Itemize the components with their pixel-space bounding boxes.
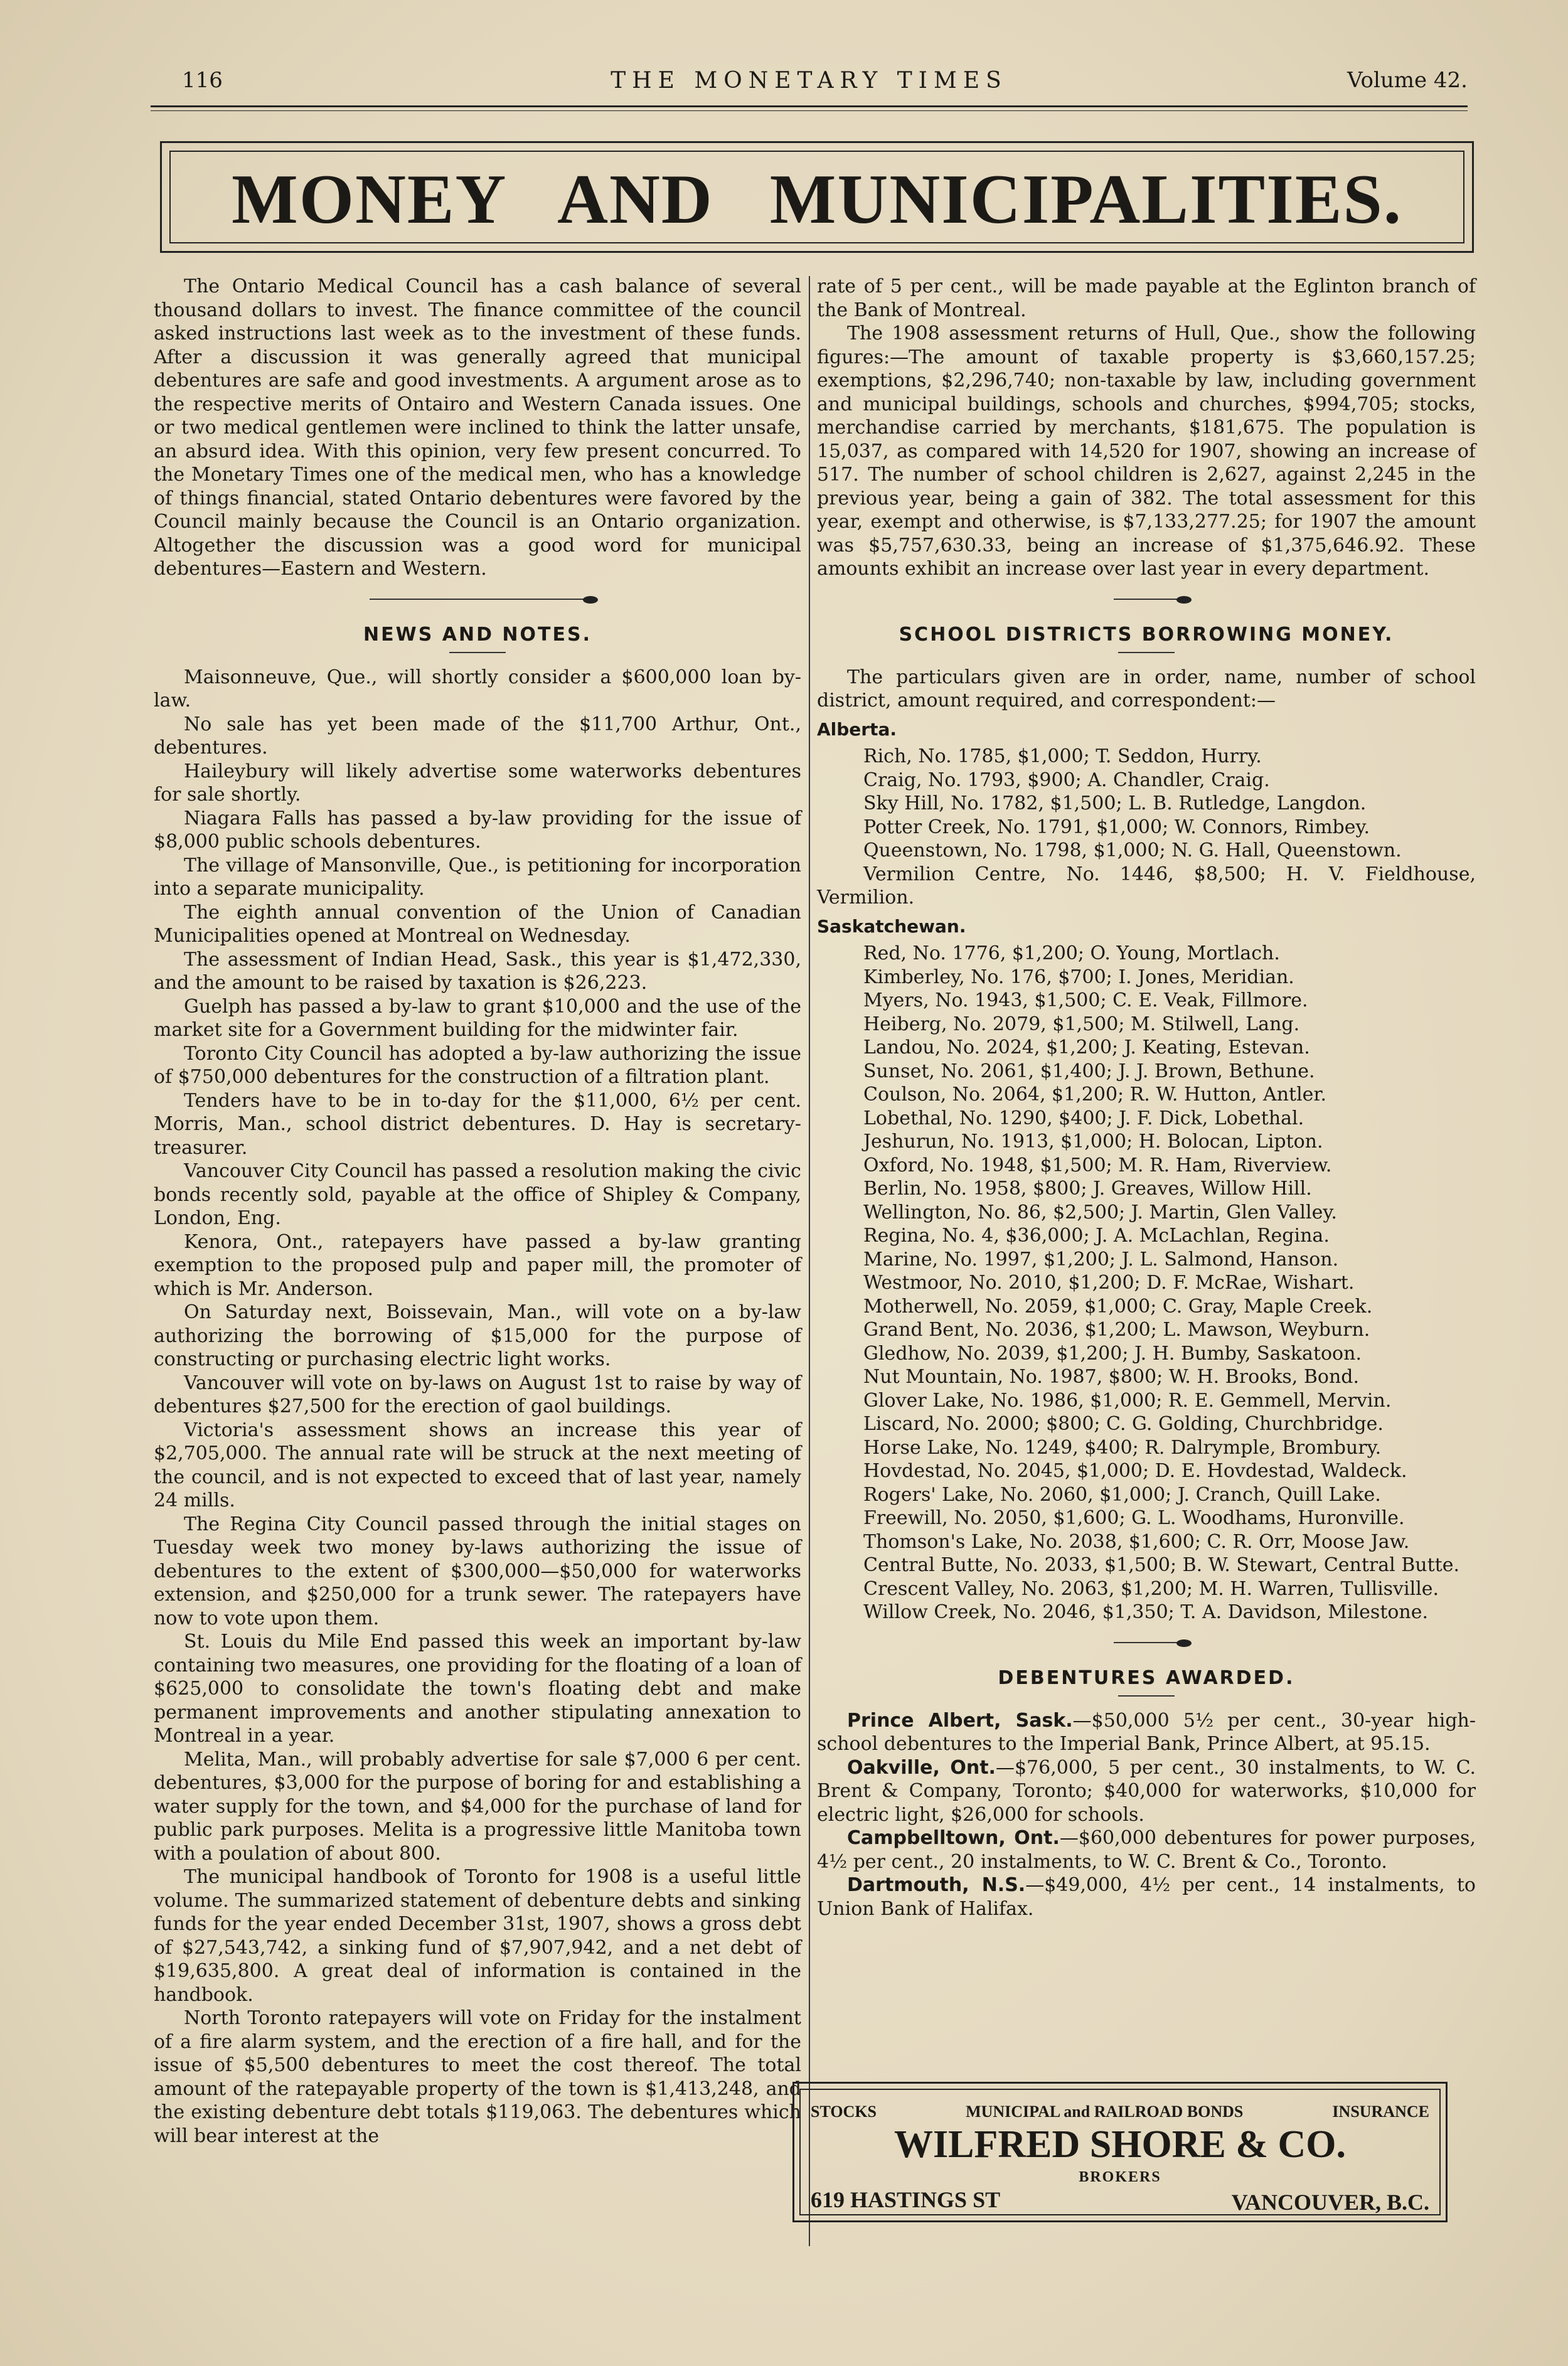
district-entry: Nut Mountain, No. 1987, $800; W. H. Brooks, Bond. (863, 1366, 1360, 1388)
running-header (151, 68, 1468, 105)
paper-name: THE MONETARY TIMES (611, 68, 1008, 93)
ornament-divider (154, 587, 801, 611)
district-entry: Rogers' Lake, No. 2060, $1,000; J. Cranch, Quill Lake. (863, 1483, 1381, 1506)
news-item: The eighth annual convention of the Union of Canadian Municipalities opened at Montreal on Wednesday. (154, 901, 801, 947)
news-item: Niagara Falls has passed a by-law providing for the issue of $8,000 public schools debentures. (154, 807, 801, 853)
district-entry: Queenstown, No. 1798, $1,000; N. G. Hall, Queenstown. (863, 839, 1402, 861)
district-entry: Marine, No. 1997, $1,200; J. L. Salmond, Hanson. (863, 1248, 1339, 1271)
district-entry: Glover Lake, No. 1986, $1,000; R. E. Gemmell, Mervin. (863, 1389, 1392, 1412)
news-item: Maisonneuve, Que., will shortly consider a $600,000 loan by-law. (154, 666, 801, 711)
school-intro: The particulars given are in order, name, number of school district, amount required, and correspondent:— (817, 666, 1476, 711)
news-item: Haileybury will likely advertise some waterworks debentures for sale shortly. (154, 760, 801, 806)
district-entry: Hovdestad, No. 2045, $1,000; D. E. Hovdestad, Waldeck. (863, 1460, 1407, 1482)
news-item: Vancouver City Council has passed a resolution making the civic bonds recently sold, payable at the office of Shipley & Company, London, Eng. (154, 1160, 801, 1229)
award-text: —$49,000, 4½ per cent., 14 instalments, to Union Bank of Halifax. (817, 1874, 1476, 1920)
news-item: No sale has yet been made of the $11,700 Arthur, Ont., debentures. (154, 713, 801, 759)
district-entry: Freewill, No. 2050, $1,600; G. L. Woodhams, Huronville. (863, 1507, 1405, 1529)
award-place: Oakville, Ont. (847, 1756, 996, 1779)
award-place: Campbelltown, Ont. (847, 1827, 1060, 1849)
province-label-alberta: Alberta. (817, 718, 897, 740)
debentures-heading: DEBENTURES AWARDED. (998, 1667, 1295, 1689)
district-entry: Sky Hill, No. 1782, $1,500; L. B. Rutledge, Langdon. (863, 792, 1367, 814)
news-item: The assessment of Indian Head, Sask., this year is $1,472,330, and the amount to be raised by taxation is $26,223. (154, 948, 801, 994)
district-entry: Grand Bent, No. 2036, $1,200; L. Mawson, Weyburn. (863, 1319, 1370, 1341)
award-text: —$50,000 5½ per cent., 30-year high-school debentures to the Imperial Bank, Prince Albert, at 95.15. (817, 1709, 1476, 1755)
news-heading: NEWS AND NOTES. (363, 624, 592, 646)
district-entry: Rich, No. 1785, $1,000; T. Seddon, Hurry. (863, 745, 1262, 767)
district-entry: Kimberley, No. 176, $700; I. Jones, Meridian. (863, 966, 1294, 988)
left-column (154, 275, 801, 2148)
ad-firm-name: WILFRED SHORE & CO. (894, 2123, 1346, 2166)
page-number: 116 (182, 68, 223, 93)
district-entry: Sunset, No. 2061, $1,400; J. J. Brown, Bethune. (863, 1060, 1315, 1082)
ad-bonds: MUNICIPAL and RAILROAD BONDS (966, 2102, 1244, 2121)
district-entry: Gledhow, No. 2039, $1,200; J. H. Bumby, Saskatoon. (863, 1342, 1362, 1365)
ad-stocks: STOCKS (811, 2102, 877, 2121)
district-entry: Coulson, No. 2064, $1,200; R. W. Hutton, Antler. (863, 1084, 1327, 1106)
news-item: Melita, Man., will probably advertise for sale $7,000 6 per cent. debentures, $3,000 for the purpose of boring for and establishing a water supply for the town, and $4,000 for the purchase of land for public park purposes. Melita is a progressive little Manitoba town with a poulation of about 800. (154, 1748, 801, 1865)
district-entry: Jeshurun, No. 1913, $1,000; H. Bolocan, Lipton. (863, 1131, 1323, 1153)
award-place: Dartmouth, N.S. (847, 1874, 1026, 1896)
district-entry: Horse Lake, No. 1249, $400; R. Dalrymple, Brombury. (863, 1436, 1382, 1459)
award-item (817, 1709, 1476, 1756)
heading-rule (1118, 652, 1175, 653)
section-banner: MONEY AND MUNICIPALITIES. (232, 161, 1402, 238)
district-entry: Liscard, No. 2000; $800; C. G. Golding, Churchbridge. (863, 1413, 1384, 1435)
heading-rule (1118, 1695, 1175, 1697)
news-item: Kenora, Ont., ratepayers have passed a by-law granting exemption to the proposed pulp and paper mill, the promoter of which is Mr. Anderson. (154, 1230, 801, 1300)
news-item: The Regina City Council passed through the initial stages on Tuesday week two money by-laws authorizing the issue of debentures to the extent of $300,000—$50,000 for waterworks extension, and $250,000 for a trunk sewer. The ratepayers have now to vote upon them. (154, 1513, 801, 1629)
column-divider (809, 276, 810, 2246)
heading-rule (449, 652, 506, 653)
news-item: The village of Mansonville, Que., is petitioning for incorporation into a separate municipality. (154, 854, 801, 900)
district-entry: Oxford, No. 1948, $1,500; M. R. Ham, Riverview. (863, 1154, 1332, 1176)
header-rule (151, 105, 1468, 107)
district-entry: Motherwell, No. 2059, $1,000; C. Gray, Maple Creek. (863, 1295, 1373, 1318)
ad-top-line (811, 2102, 1429, 2121)
district-entry: Berlin, No. 1958, $800; J. Greaves, Willow Hill. (863, 1178, 1312, 1200)
award-text: —$76,000, 5 per cent., 30 instalments, to W. C. Brent & Company, Toronto; $40,000 for waterworks, $10,000 for electric light, $26,000 for schools. (817, 1756, 1476, 1826)
news-item: Guelph has passed a by-law to grant $10,000 and the use of the market site for a Government building for the midwinter fair. (154, 995, 801, 1041)
district-entry: Vermilion Centre, No. 1446, $8,500; H. V. Fieldhouse, Vermilion. (817, 863, 1476, 909)
news-item: St. Louis du Mile End passed this week an important by-law containing two measures, one providing for the floating of a loan of $625,000 to consolidate the town's floating debt and make permanent improvements and another stipulating annexation to Montreal in a year. (154, 1631, 801, 1747)
district-entry: Potter Creek, No. 1791, $1,000; W. Connors, Rimbey. (863, 816, 1370, 838)
district-entry: Central Butte, No. 2033, $1,500; B. W. Stewart, Central Butte. (863, 1554, 1460, 1576)
ad-city: VANCOUVER, B.C. (1231, 2190, 1429, 2215)
news-item: North Toronto ratepayers will vote on Friday for the instalment of a fire alarm system, and the erection of a fire hall, and for the issue of $5,500 debentures to meet the cost thereof. The total amount of the ratepayable property of the town is $1,413,248, and the existing debenture debt totals $119,063. The debentures which will bear interest at the (154, 2007, 801, 2147)
district-entry: Lobethal, No. 1290, $400; J. F. Dick, Lobethal. (863, 1107, 1304, 1129)
district-entry: Westmoor, No. 2010, $1,200; D. F. McRae, Wishart. (863, 1272, 1355, 1294)
continued-paragraph: rate of 5 per cent., will be made payable at the Eglinton branch of the Bank of Montreal. (817, 275, 1476, 321)
province-label-saskatchewan: Saskatchewan. (817, 915, 966, 937)
intro-paragraph: The Ontario Medical Council has a cash balance of several thousand dollars to invest. The finance committee of the council asked instructions last week as to the investment of these funds. After a discussion it was generally agreed that municipal debentures are safe and good investments. A argument arose as to the respective merits of Ontairo and Western Canada issues. One or two medical gentlemen were inclined to think the latter unsafe, an absurd idea. With this opinion, very few present concurred. To the Monetary Times one of the medical men, who has a knowledge of things financial, stated Ontario debentures were favored by the Council mainly because the Council is an Ontario organization. Altogether the discussion was a good word for municipal debentures—Eastern and Western. (154, 275, 801, 580)
advertisement-box (792, 2082, 1448, 2222)
district-entry: Willow Creek, No. 2046, $1,350; T. A. Davidson, Milestone. (863, 1601, 1429, 1623)
news-list (154, 666, 801, 2148)
hull-paragraph: The 1908 assessment returns of Hull, Que., show the following figures:—The amount of taxable property is $3,660,157.25; exemptions, $2,296,740; non-taxable by law, including government and municipal buildings, schools and churches, $994,705; stocks, merchandise carried by merchants, $181,675. The population is 15,037, as compared with 14,520 for 1907, showing an increase of 517. The number of school children is 2,627, against 2,245 in the previous year, being a gain of 382. The total assessment for this year, exempt and otherwise, is $7,133,277.25; for 1907 the amount was $5,757,630.33, being an increase of $1,375,646.92. These amounts exhibit an increase over last year in every department. (817, 322, 1476, 580)
district-entry: Wellington, No. 86, $2,500; J. Martin, Glen Valley. (863, 1201, 1337, 1223)
district-entry: Landou, No. 2024, $1,200; J. Keating, Estevan. (863, 1036, 1310, 1058)
district-entry: Myers, No. 1943, $1,500; C. E. Veak, Fillmore. (863, 989, 1308, 1011)
banner-box (160, 141, 1474, 253)
district-entry: Regina, No. 4, $36,000; J. A. McLachlan, Regina. (863, 1225, 1330, 1247)
ad-insurance: INSURANCE (1332, 2102, 1429, 2121)
district-entry: Craig, No. 1793, $900; A. Chandler, Craig. (863, 769, 1270, 791)
news-item: Victoria's assessment shows an increase this year of $2,705,000. The annual rate will be struck at the next meeting of the council, and is not expected to exceed that of last year, namely 24 mills. (154, 1419, 801, 1511)
right-column (817, 275, 1476, 1921)
award-item (817, 1756, 1476, 1827)
news-item: Vancouver will vote on by-laws on August 1st to raise by way of debentures $27,500 for the erection of gaol buildings. (154, 1372, 801, 1417)
news-item: The municipal handbook of Toronto for 1908 is a useful little volume. The summarized statement of debenture debts and sinking funds for the year ended December 31st, 1907, shows a gross debt of $27,543,742, a sinking fund of $7,907,942, and a net debt of $19,635,800. A great deal of information is contained in the handbook. (154, 1866, 801, 2006)
district-entry: Red, No. 1776, $1,200; O. Young, Mortlach. (863, 942, 1280, 964)
news-item: Toronto City Council has adopted a by-law authorizing the issue of $750,000 debentures for the construction of a filtration plant. (154, 1042, 801, 1088)
district-entry: Heiberg, No. 2079, $1,500; M. Stilwell, Lang. (863, 1013, 1300, 1035)
school-heading: SCHOOL DISTRICTS BORROWING MONEY. (899, 624, 1394, 646)
news-item: On Saturday next, Boissevain, Man., will vote on a by-law authorizing the borrowing of $15,000 for the purpose of constructing or purchasing electric light works. (154, 1301, 801, 1370)
award-place: Prince Albert, Sask. (847, 1709, 1073, 1732)
ornament-divider (817, 1631, 1476, 1655)
volume-label: Volume 42. (1347, 68, 1468, 93)
news-item: Tenders have to be in to-day for the $11,000, 6½ per cent. Morris, Man., school district debentures. D. Hay is secretary-treasurer. (154, 1089, 801, 1159)
ornament-divider (817, 587, 1476, 611)
award-text: —$60,000 debentures for power purposes, 4½ per cent., 20 instalments, to W. C. Brent & Co., Toronto. (817, 1827, 1476, 1873)
ad-address: 619 HASTINGS ST (811, 2187, 1001, 2212)
district-entry: Crescent Valley, No. 2063, $1,200; M. H. Warren, Tullisville. (863, 1577, 1439, 1600)
district-entry: Thomson's Lake, No. 2038, $1,600; C. R. Orr, Moose Jaw. (863, 1530, 1410, 1553)
award-item (817, 1873, 1476, 1921)
header-rule-thin (151, 110, 1468, 111)
award-item (817, 1826, 1476, 1873)
ad-brokers: BROKERS (1079, 2169, 1161, 2185)
